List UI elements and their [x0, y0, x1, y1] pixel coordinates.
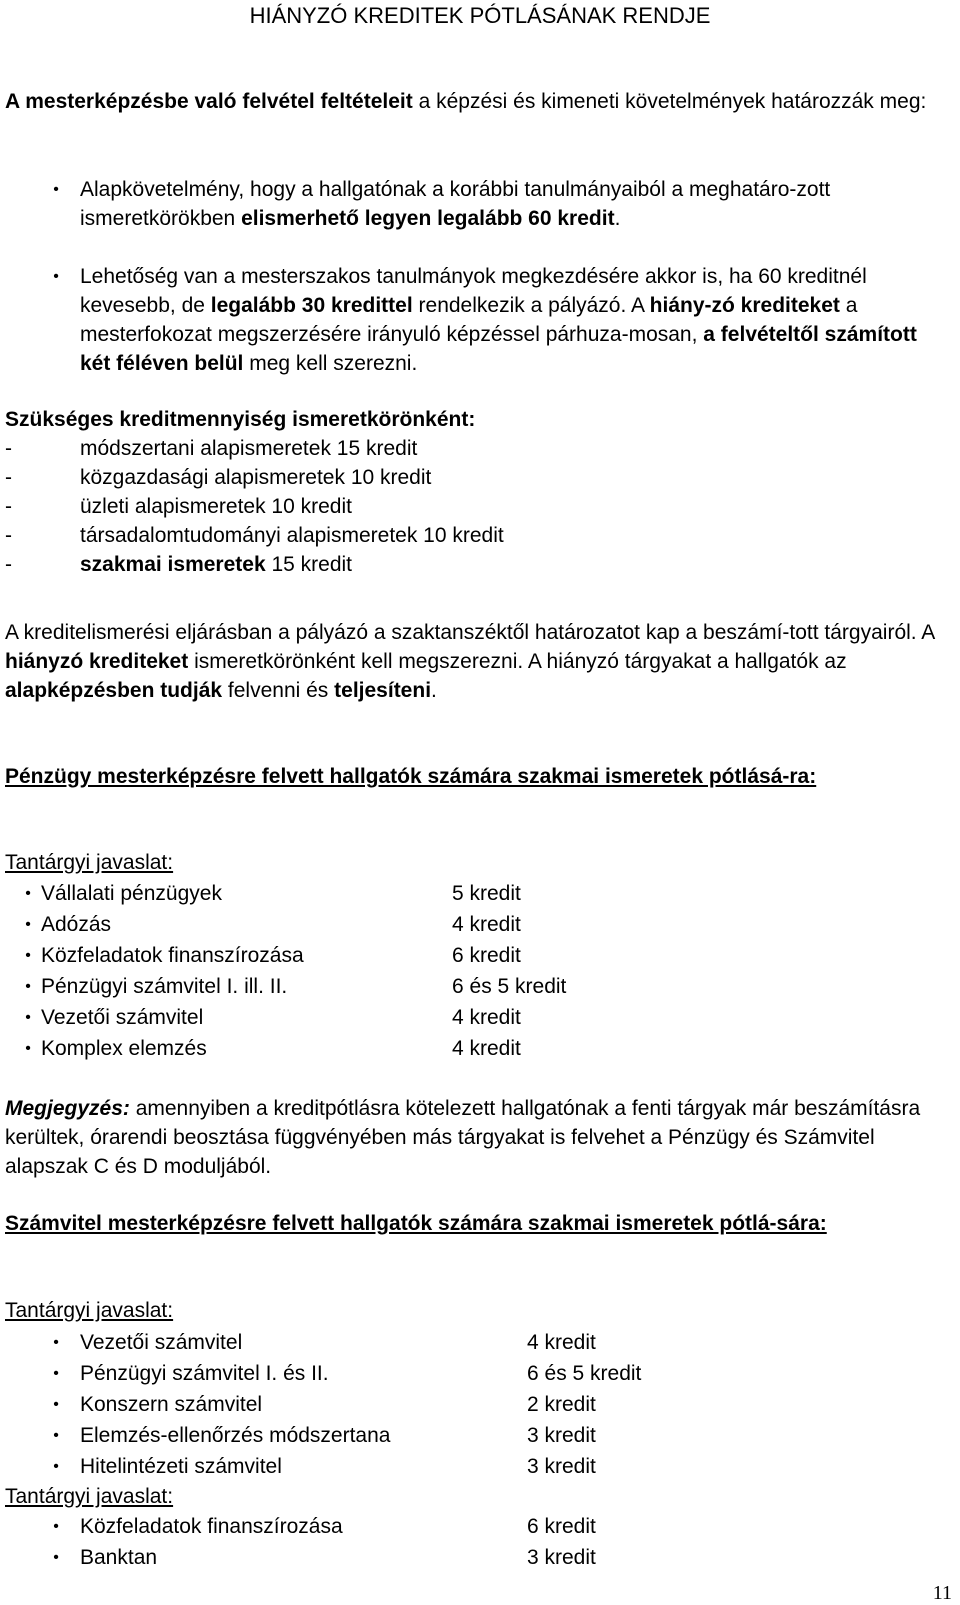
accounting-suggest-label [5, 1296, 950, 1325]
accounting-suggest-label-2 [5, 1482, 950, 1511]
bullet2-text: Lehetőség van a mesterszakos tanulmányok megkezdésére akkor is, ha 60 kreditnél kevesebb, de [80, 265, 867, 317]
finance-item-credit: 4 kredit [452, 1037, 521, 1060]
bullet1-text: Alapkövetelmény, hogy a hallgatónak a korábbi tanulmányaiból a meghatáro-zott ismeretkörökben [80, 178, 831, 230]
finance-item-credit: 4 kredit [452, 913, 521, 936]
accounting-item-credit: 3 kredit [527, 1546, 596, 1569]
bullet-dot: • [53, 1365, 59, 1382]
dash-marker: - [5, 553, 12, 576]
bullet-dot: • [53, 1334, 59, 1351]
bullet1-end: . [614, 207, 621, 230]
bullet-dot: • [25, 916, 31, 933]
note-label: Megjegyzés: [5, 1097, 130, 1120]
dash-marker: - [5, 495, 12, 518]
accounting-suggest-text: Tantárgyi javaslat: [5, 1299, 174, 1322]
accounting-item-name: Elemzés-ellenőrzés módszertana [80, 1424, 391, 1447]
process-bold: alapképzésben tudják [5, 679, 223, 702]
bullet-dot: • [53, 1549, 59, 1566]
accounting-item-credit: 2 kredit [527, 1393, 596, 1416]
dash-marker: - [5, 437, 12, 460]
bullet-dot: • [25, 1009, 31, 1026]
bullet2-bold: hiány-zó krediteket [649, 294, 840, 317]
finance-item-credit: 5 kredit [452, 882, 521, 905]
accounting-item-name: Pénzügyi számvitel I. és II. [80, 1362, 329, 1385]
bullet-dot: • [53, 1396, 59, 1413]
process-text: . [431, 679, 437, 702]
bullet-possibility [80, 262, 950, 378]
finance-item-credit: 6 kredit [452, 944, 521, 967]
finance-item-credit: 4 kredit [452, 1006, 521, 1029]
finance-item-name: Vállalati pénzügyek [41, 882, 222, 905]
process-bold: hiányzó krediteket [5, 650, 189, 673]
bullet1-bold: elismerhető legyen legalább 60 kredit [241, 207, 615, 230]
bullet2-text: a mesterfokozat megszerzésére irányuló képzéssel párhuza-mosan, [80, 294, 858, 346]
bullet2-text: meg kell szerezni. [243, 352, 418, 375]
accounting-item-credit: 6 és 5 kredit [527, 1362, 642, 1385]
accounting-item-credit: 3 kredit [527, 1455, 596, 1478]
note-paragraph [5, 1094, 950, 1181]
bullet-dot: • [53, 1427, 59, 1444]
needed-item [80, 434, 940, 463]
bullet2-bold: a felvételtől számított két féléven belül [80, 323, 917, 375]
process-bold: teljesíteni [334, 679, 432, 702]
accounting-suggest-text: Tantárgyi javaslat: [5, 1485, 174, 1508]
finance-item-name: Komplex elemzés [41, 1037, 207, 1060]
page-title: HIÁNYZÓ KREDITEK PÓTLÁSÁNAK RENDJE [249, 3, 711, 28]
needed-heading-text: Szükséges kreditmennyiség ismeretkörönként: [5, 408, 476, 431]
page-number: 11 [932, 1582, 952, 1604]
accounting-item-name: Közfeladatok finanszírozása [80, 1515, 343, 1538]
bullet-dot: • [25, 885, 31, 902]
accounting-item-name: Hitelintézeti számvitel [80, 1455, 282, 1478]
finance-heading [5, 762, 950, 791]
bullet-dot: • [25, 978, 31, 995]
needed-item-text: üzleti alapismeretek 10 kredit [80, 495, 352, 518]
bullet-dot: • [53, 1518, 59, 1535]
needed-item [80, 492, 940, 521]
needed-heading [5, 405, 950, 434]
dash-marker: - [5, 524, 12, 547]
needed-item-bold: szakmai ismeretek [80, 553, 266, 576]
process-paragraph [5, 618, 950, 705]
accounting-item-name: Vezetői számvitel [80, 1331, 243, 1354]
bullet-dot: • [25, 1040, 31, 1057]
finance-item-name: Vezetői számvitel [41, 1006, 204, 1029]
needed-item-text: társadalomtudományi alapismeretek 10 kredit [80, 524, 504, 547]
needed-item [80, 463, 940, 492]
process-text: ismeretkörönként kell megszerezni. A hiányzó tárgyakat a hallgatók az [188, 650, 847, 673]
dash-marker: - [5, 466, 12, 489]
accounting-item-credit: 3 kredit [527, 1424, 596, 1447]
intro-paragraph [5, 87, 950, 116]
note-text: amennyiben a kreditpótlásra kötelezett hallgatónak a fenti tárgyak már beszámításra kerültek, órarendi beosztása függvényében más tárgyakat is felvehet a Pénzügy és Számvitel alapszak C és D moduljából. [5, 1097, 921, 1178]
needed-item-text: módszertani alapismeretek 15 kredit [80, 437, 418, 460]
accounting-item-name: Konszern számvitel [80, 1393, 263, 1416]
finance-item-name: Pénzügyi számvitel I. ill. II. [41, 975, 288, 998]
accounting-item-credit: 4 kredit [527, 1331, 596, 1354]
bullet-dot: • [53, 1458, 59, 1475]
needed-item [80, 550, 940, 579]
needed-item-text: 15 kredit [265, 553, 353, 576]
intro-bold: A mesterképzésbe való felvétel feltételeit [5, 90, 413, 113]
intro-text: a képzési és kimeneti követelmények határozzák meg: [412, 90, 927, 113]
bullet-dot: • [53, 268, 59, 285]
bullet-dot: • [53, 181, 59, 198]
accounting-heading-text: Számvitel mesterképzésre felvett hallgatók számára szakmai ismeretek pótlá-sára: [5, 1212, 827, 1235]
finance-suggest-text: Tantárgyi javaslat: [5, 851, 174, 874]
needed-item-text: közgazdasági alapismeretek 10 kredit [80, 466, 432, 489]
accounting-item-credit: 6 kredit [527, 1515, 596, 1538]
process-text: A kreditelismerési eljárásban a pályázó a szaktanszéktől határozatot kap a beszámí-tott tárgyairól. A [5, 621, 935, 644]
finance-heading-text: Pénzügy mesterképzésre felvett hallgatók számára szakmai ismeretek pótlásá-ra: [5, 765, 817, 788]
finance-item-name: Közfeladatok finanszírozása [41, 944, 304, 967]
finance-suggest-label [5, 848, 950, 877]
process-text: felvenni és [222, 679, 335, 702]
bullet2-bold: legalább 30 kredittel [210, 294, 413, 317]
accounting-heading [5, 1209, 950, 1238]
finance-item-credit: 6 és 5 kredit [452, 975, 567, 998]
bullet-requirement [80, 175, 950, 233]
accounting-item-name: Banktan [80, 1546, 158, 1569]
needed-item [80, 521, 940, 550]
finance-item-name: Adózás [41, 913, 112, 936]
bullet-dot: • [25, 947, 31, 964]
bullet2-text: rendelkezik a pályázó. A [412, 294, 650, 317]
